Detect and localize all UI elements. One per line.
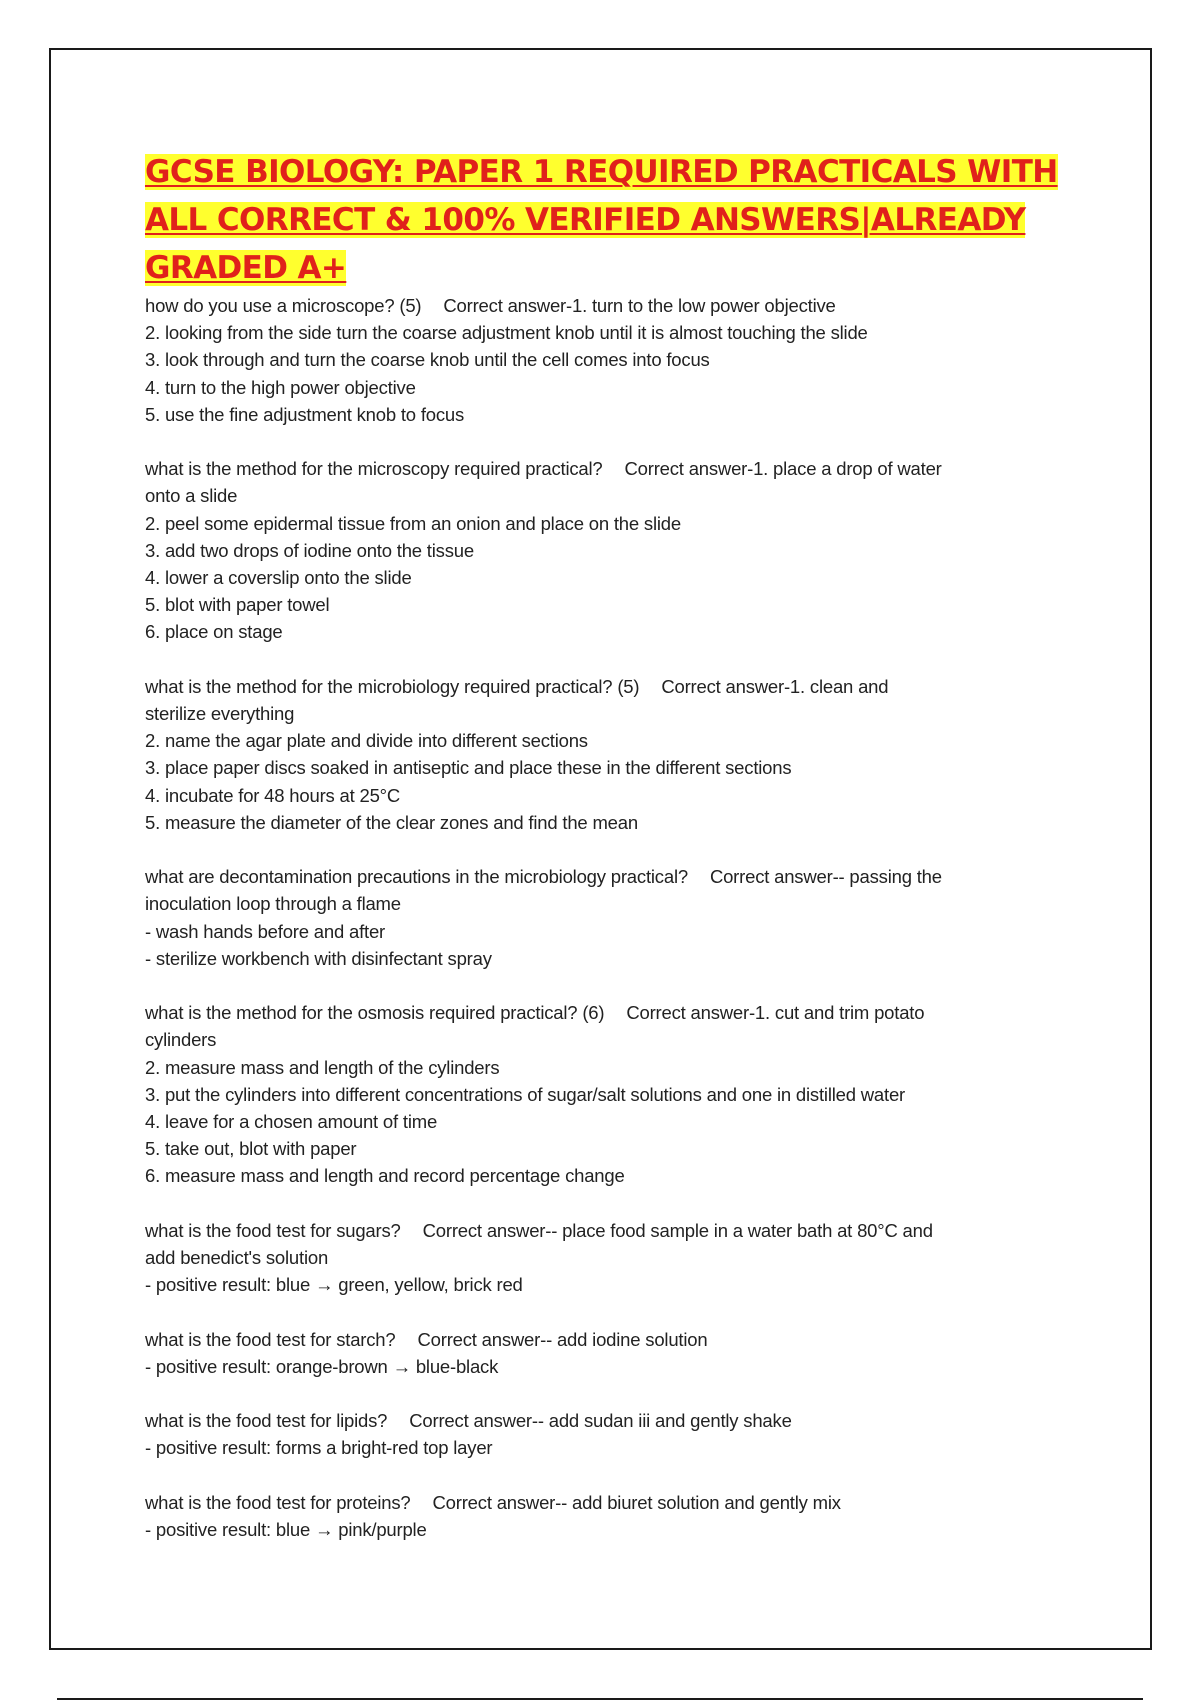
document-title — [145, 148, 1065, 292]
qa-question-line — [145, 292, 1065, 319]
answer-step: 2. looking from the side turn the coarse adjustment knob until it is almost touching the slide — [145, 322, 868, 344]
qa-item — [145, 863, 1065, 972]
answer-continuation: sterilize everything — [145, 703, 295, 725]
answer-step: 3. add two drops of iodine onto the tissue — [145, 539, 474, 561]
qa-item — [145, 673, 1065, 836]
question-text: how do you use a microscope? (5) — [145, 295, 422, 316]
answer-step: 3. place paper discs soaked in antiseptic and place these in the different sections — [145, 757, 792, 779]
qa-question-line — [145, 863, 1065, 890]
question-text: what is the food test for starch? — [145, 1328, 396, 1350]
question-text: what is the method for the microbiology required practical? (5) — [145, 675, 640, 697]
answer-step: 2. peel some epidermal tissue from an onion and place on the slide — [145, 512, 681, 534]
qa-list — [145, 292, 1065, 1543]
qa-question-line — [145, 455, 1065, 482]
answer-step: - positive result: forms a bright-red top layer — [145, 1437, 493, 1459]
qa-question-line — [145, 1489, 1065, 1516]
answer-step: - sterilize workbench with disinfectant spray — [145, 947, 492, 969]
qa-item — [145, 292, 1065, 428]
answer-text: Correct answer-1. cut and trim potato — [626, 1002, 925, 1024]
answer-step: 5. take out, blot with paper — [145, 1138, 357, 1160]
answer-step: 3. look through and turn the coarse knob until the cell comes into focus — [145, 349, 710, 371]
answer-step: - wash hands before and after — [145, 920, 385, 942]
answer-text: Correct answer-1. place a drop of water — [624, 458, 942, 480]
qa-item — [145, 1489, 1065, 1543]
question-text: what are decontamination precautions in the microbiology practical? — [145, 866, 688, 888]
answer-step: 4. lower a coverslip onto the slide — [145, 567, 412, 589]
answer-text: Correct answer-1. clean and — [661, 675, 889, 697]
answer-continuation: inoculation loop through a flame — [145, 893, 401, 915]
answer-step: 5. use the fine adjustment knob to focus — [145, 403, 465, 425]
answer-text: Correct answer-- add biuret solution and gently mix — [432, 1491, 841, 1513]
answer-step: 5. blot with paper towel — [145, 594, 330, 616]
qa-item — [145, 1217, 1065, 1299]
qa-question-line — [145, 1326, 1065, 1353]
document-title-line-2: ALL CORRECT & 100% VERIFIED ANSWERS|ALREADY — [145, 202, 1026, 238]
qa-question-line — [145, 673, 1065, 700]
answer-text: Correct answer-1. turn to the low power objective — [443, 295, 836, 316]
qa-item — [145, 455, 1065, 645]
qa-question-line — [145, 999, 1065, 1026]
qa-item — [145, 999, 1065, 1189]
answer-step: - positive result: blue → pink/purple — [145, 1519, 427, 1541]
answer-continuation: cylinders — [145, 1029, 217, 1051]
question-text: what is the food test for lipids? — [145, 1410, 388, 1432]
answer-text: Correct answer-- place food sample in a water bath at 80°C and — [422, 1219, 933, 1241]
question-text: what is the method for the microscopy required practical? — [145, 458, 603, 480]
document-body — [145, 148, 1065, 1543]
question-text: what is the food test for proteins? — [145, 1491, 411, 1513]
answer-step: 3. put the cylinders into different concentrations of sugar/salt solutions and one in distilled water — [145, 1083, 905, 1105]
answer-step: 6. place on stage — [145, 621, 283, 643]
answer-continuation: onto a slide — [145, 485, 238, 507]
answer-text: Correct answer-- add iodine solution — [417, 1328, 708, 1350]
qa-question-line — [145, 1407, 1065, 1434]
answer-text: Correct answer-- passing the — [709, 866, 942, 888]
qa-item — [145, 1326, 1065, 1380]
answer-text: Correct answer-- add sudan iii and gently shake — [409, 1410, 792, 1432]
answer-step: 6. measure mass and length and record percentage change — [145, 1165, 625, 1187]
answer-step: 2. measure mass and length of the cylinders — [145, 1056, 500, 1078]
qa-item — [145, 1407, 1065, 1461]
answer-step: 4. turn to the high power objective — [145, 376, 416, 398]
answer-continuation: add benedict's solution — [145, 1247, 329, 1269]
answer-step: 4. leave for a chosen amount of time — [145, 1111, 438, 1133]
document-title-line-1: GCSE BIOLOGY: PAPER 1 REQUIRED PRACTICALS WITH — [145, 154, 1058, 190]
answer-step: 5. measure the diameter of the clear zones and find the mean — [145, 811, 638, 833]
answer-step: - positive result: blue → green, yellow, brick red — [145, 1274, 523, 1296]
answer-step: 4. incubate for 48 hours at 25°C — [145, 784, 401, 806]
question-text: what is the food test for sugars? — [145, 1219, 401, 1241]
qa-question-line — [145, 1217, 1065, 1244]
answer-step: - positive result: orange-brown → blue-black — [145, 1355, 499, 1377]
document-title-line-3: GRADED A+ — [145, 250, 347, 286]
answer-step: 2. name the agar plate and divide into different sections — [145, 730, 588, 752]
question-text: what is the method for the osmosis required practical? (6) — [145, 1002, 605, 1024]
